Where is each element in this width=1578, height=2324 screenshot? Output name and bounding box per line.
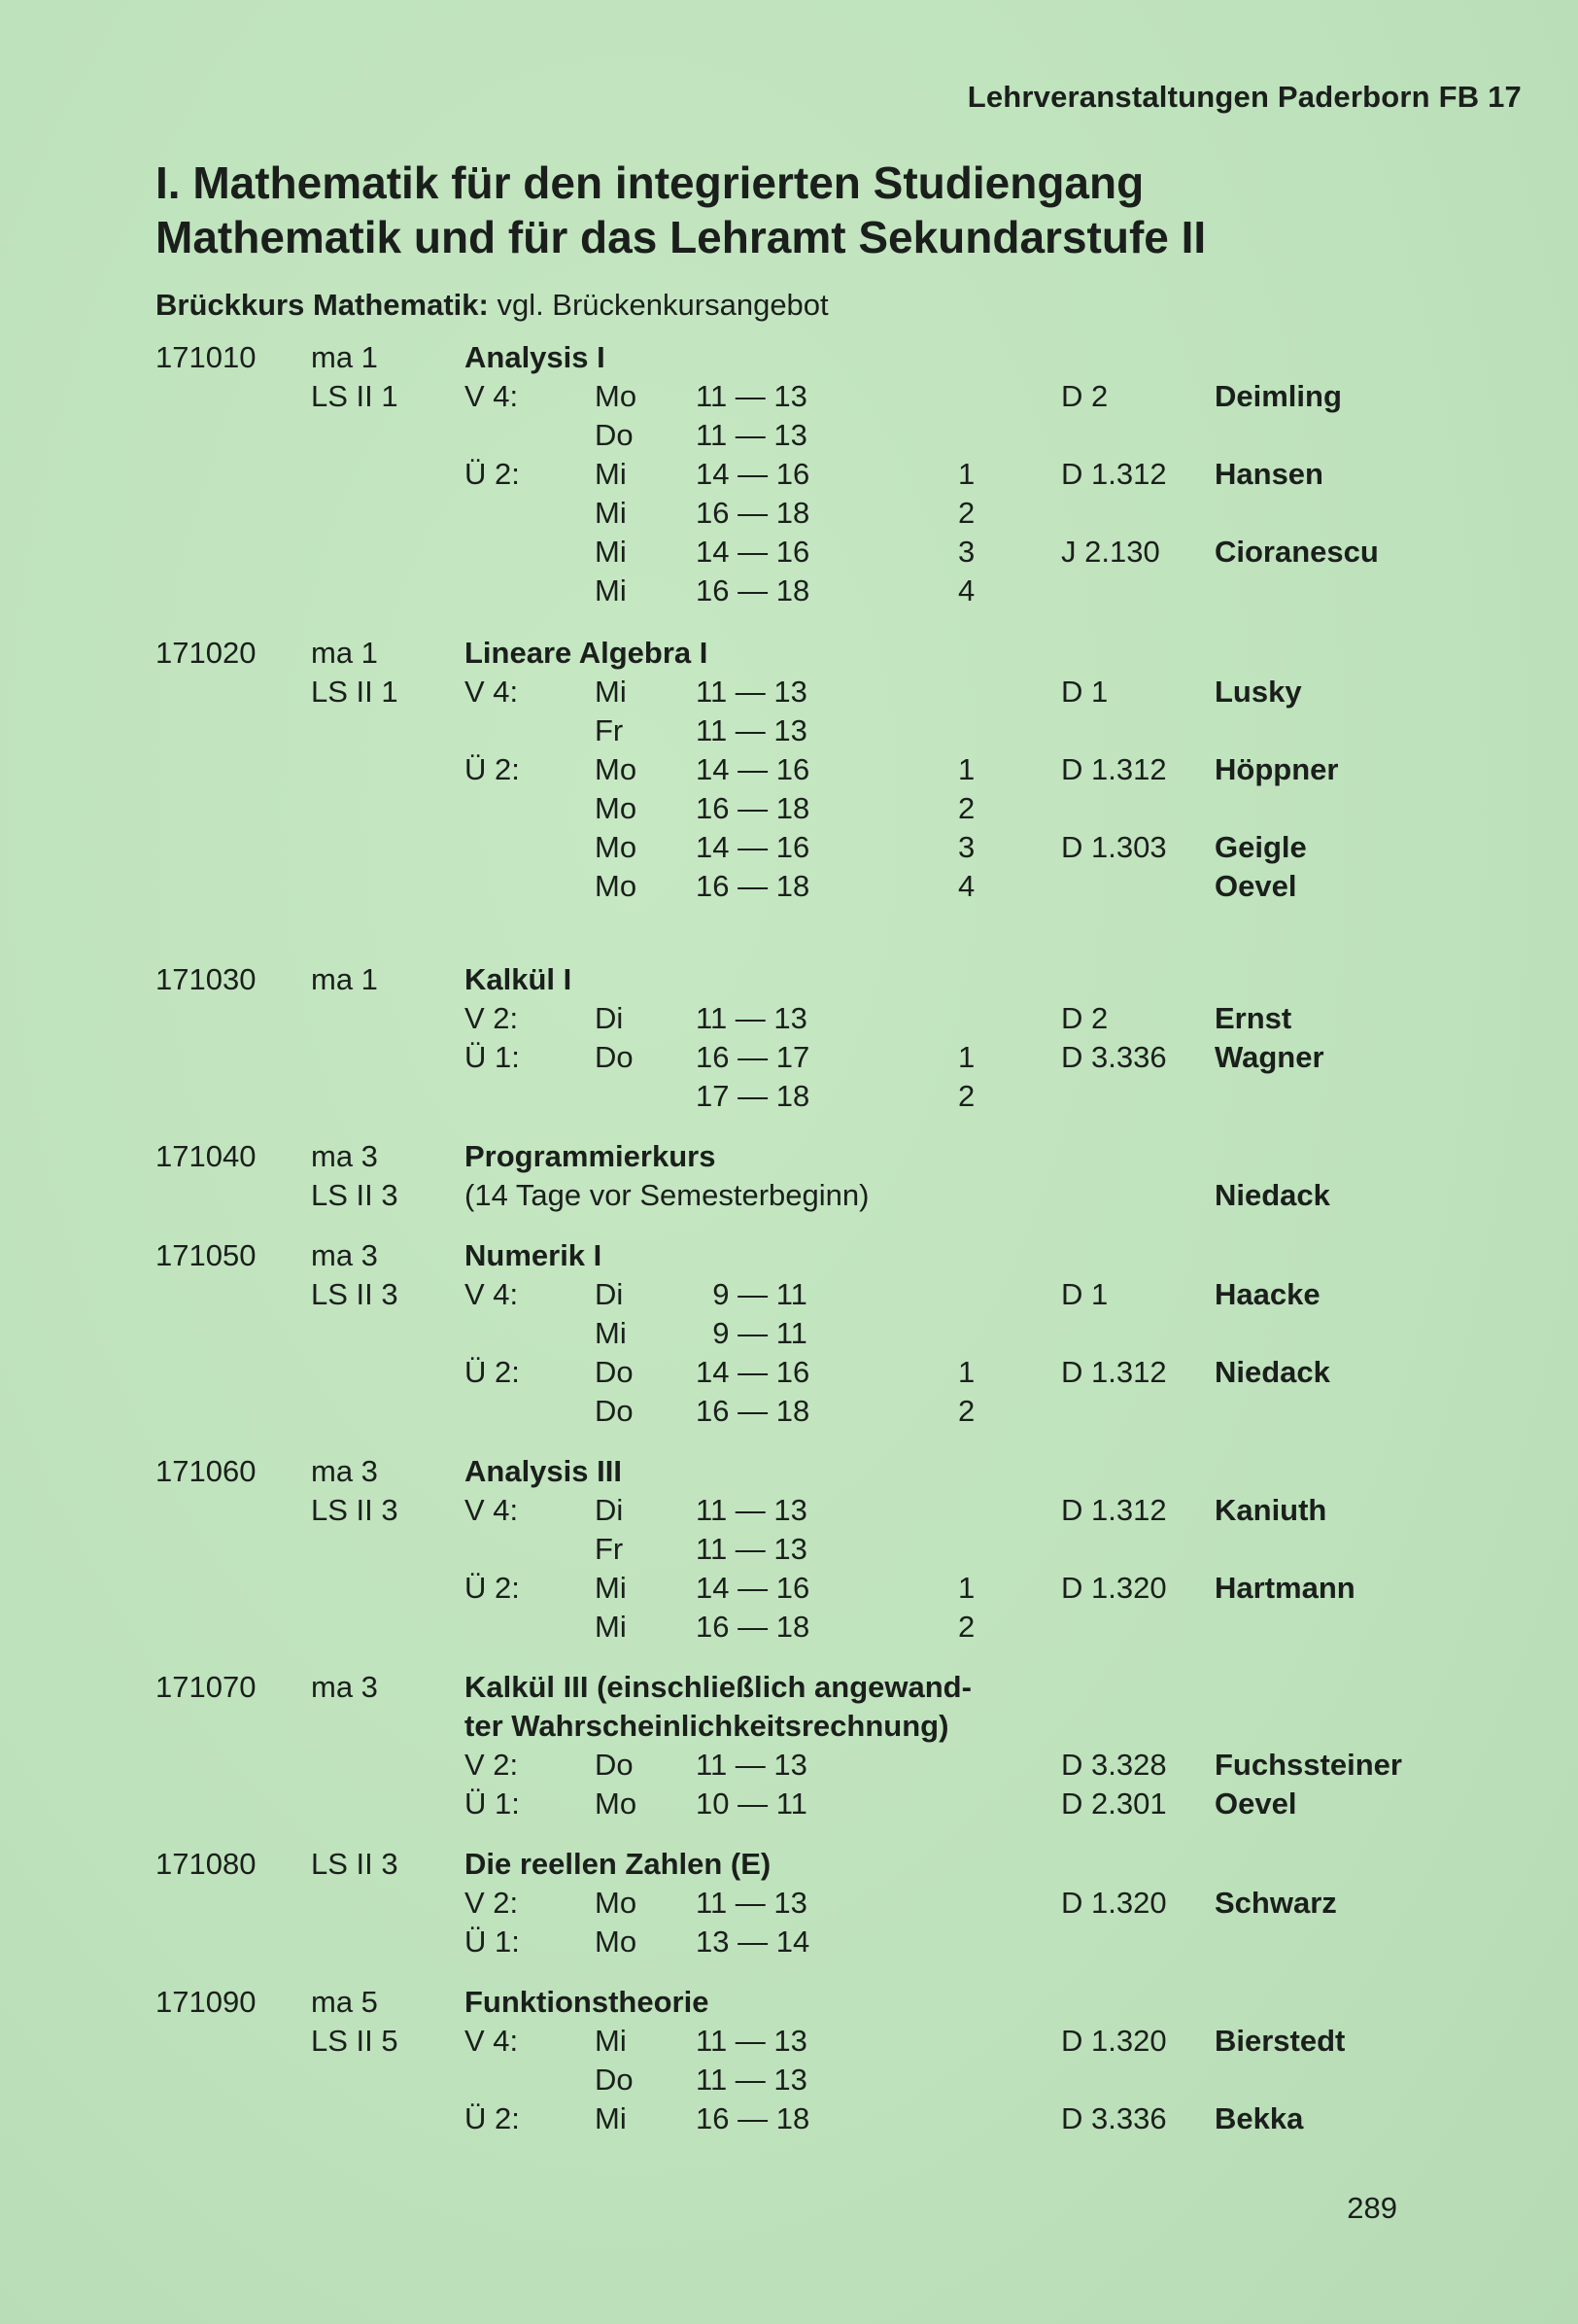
session-room: D 1.312: [1061, 752, 1167, 786]
course-line: [0, 496, 1578, 535]
session-room: D 1.312: [1061, 1355, 1167, 1389]
course-number: 171060: [155, 1454, 257, 1488]
session-day: Mi: [595, 2101, 627, 2135]
session-day: Mo: [595, 869, 637, 903]
course-line: [0, 1532, 1578, 1571]
session-day: Mo: [595, 379, 637, 413]
course-line: [0, 1238, 1578, 1277]
session-type: Ü 1:: [464, 1925, 520, 1959]
session-day: Mi: [595, 1571, 627, 1605]
session-time: 16 — 18: [696, 496, 810, 530]
course-code: LS II 3: [311, 1493, 398, 1527]
session-day: Mo: [595, 1786, 637, 1821]
session-group: 3: [958, 830, 976, 864]
session-type: Ü 1:: [464, 1040, 520, 1074]
instructor-name: Bekka: [1215, 2101, 1304, 2135]
session-day: Mi: [595, 535, 627, 569]
course-line: [0, 1316, 1578, 1355]
course-line: [0, 457, 1578, 496]
session-group: 2: [958, 496, 976, 530]
course-code: ma 1: [311, 340, 378, 374]
instructor-name: Haacke: [1215, 1277, 1321, 1311]
course-line: [0, 1139, 1578, 1178]
session-time: 13 — 14: [696, 1925, 810, 1959]
session-group: 2: [958, 1394, 976, 1428]
session-time: 11 — 13: [696, 1001, 807, 1035]
session-day: Di: [595, 1493, 624, 1527]
course-line: [0, 1925, 1578, 1963]
instructor-name: Höppner: [1215, 752, 1339, 786]
session-time: 16 — 18: [696, 791, 810, 825]
session-group: 2: [958, 1610, 976, 1644]
session-time: 14 — 16: [696, 830, 810, 864]
course-list: [0, 340, 1578, 2140]
instructor-name: Niedack: [1215, 1355, 1330, 1389]
session-type: Ü 2:: [464, 752, 520, 786]
course-entry: [0, 1985, 1578, 2140]
session-group: 1: [958, 1355, 976, 1389]
session-time: 16 — 17: [696, 1040, 810, 1074]
session-day: Mi: [595, 457, 627, 491]
session-room: D 3.328: [1061, 1748, 1167, 1782]
session-time: 14 — 16: [696, 1571, 810, 1605]
course-line: [0, 752, 1578, 791]
session-time: 11 — 13: [696, 418, 807, 452]
session-day: Mi: [595, 1610, 627, 1644]
instructor-name: Kaniuth: [1215, 1493, 1327, 1527]
session-day: Mi: [595, 675, 627, 709]
session-room: D 1.320: [1061, 2024, 1167, 2058]
session-day: Mo: [595, 752, 637, 786]
instructor-name: Oevel: [1215, 1786, 1297, 1821]
course-entry: [0, 1847, 1578, 1963]
course-entry: [0, 1139, 1578, 1217]
course-line: [0, 830, 1578, 869]
course-code: ma 3: [311, 1238, 378, 1272]
instructor-name: Schwarz: [1215, 1886, 1337, 1920]
course-line: [0, 2101, 1578, 2140]
session-group: 2: [958, 791, 976, 825]
session-day: Do: [595, 418, 634, 452]
course-line: [0, 675, 1578, 713]
session-type: V 2:: [464, 1001, 519, 1035]
course-line: [0, 962, 1578, 1001]
session-time: 16 — 18: [696, 2101, 810, 2135]
course-line: [0, 2063, 1578, 2101]
session-time: 9 — 11: [696, 1316, 807, 1350]
session-room: D 1: [1061, 675, 1109, 709]
course-number: 171070: [155, 1670, 257, 1704]
instructor-name: Cioranescu: [1215, 535, 1379, 569]
session-day: Mi: [595, 1316, 627, 1350]
course-code: LS II 1: [311, 675, 398, 709]
course-line: [0, 340, 1578, 379]
session-group: 4: [958, 573, 976, 607]
session-day: Do: [595, 1748, 634, 1782]
course-title: Analysis I: [464, 340, 605, 374]
course-line: [0, 713, 1578, 752]
session-group: 4: [958, 869, 976, 903]
course-note: (14 Tage vor Semesterbeginn): [464, 1178, 870, 1212]
course-code: ma 5: [311, 1985, 378, 2019]
course-title: Numerik I: [464, 1238, 602, 1272]
instructor-name: Hansen: [1215, 457, 1323, 491]
course-entry: [0, 1670, 1578, 1825]
session-time: 11 — 13: [696, 1532, 807, 1566]
course-number: 171030: [155, 962, 257, 996]
session-time: 16 — 18: [696, 1610, 810, 1644]
course-number: 171020: [155, 636, 257, 670]
course-entry: [0, 962, 1578, 1118]
session-day: Mi: [595, 496, 627, 530]
session-time: 11 — 13: [696, 2063, 807, 2097]
session-day: Mo: [595, 1925, 637, 1959]
course-line: [0, 1985, 1578, 2024]
course-entry: [0, 636, 1578, 908]
running-header: Lehrveranstaltungen Paderborn FB 17: [967, 80, 1522, 114]
session-day: Mo: [595, 830, 637, 864]
session-type: Ü 1:: [464, 1786, 520, 1821]
session-time: 17 — 18: [696, 1079, 810, 1113]
instructor-name: Hartmann: [1215, 1571, 1355, 1605]
session-time: 16 — 18: [696, 1394, 810, 1428]
course-title: ter Wahrscheinlichkeitsrechnung): [464, 1709, 949, 1743]
course-number: 171080: [155, 1847, 257, 1881]
session-group: 1: [958, 457, 976, 491]
course-title: Funktionstheorie: [464, 1985, 709, 2019]
course-line: [0, 1786, 1578, 1825]
session-time: 11 — 13: [696, 2024, 807, 2058]
session-time: 11 — 13: [696, 379, 807, 413]
course-line: [0, 1493, 1578, 1532]
course-line: [0, 1001, 1578, 1040]
course-line: [0, 535, 1578, 573]
session-day: Fr: [595, 713, 624, 747]
section-title: [155, 156, 1419, 264]
session-room: D 1.312: [1061, 1493, 1167, 1527]
session-room: D 1.312: [1061, 457, 1167, 491]
instructor-name: Fuchssteiner: [1215, 1748, 1402, 1782]
course-line: [0, 1040, 1578, 1079]
course-line: [0, 636, 1578, 675]
session-time: 11 — 13: [696, 1748, 807, 1782]
course-title: Lineare Algebra I: [464, 636, 708, 670]
course-number: 171090: [155, 1985, 257, 2019]
session-time: 16 — 18: [696, 573, 810, 607]
bridge-course-text: vgl. Brückenkursangebot: [488, 288, 829, 322]
course-title: Programmierkurs: [464, 1139, 716, 1173]
session-day: Do: [595, 1355, 634, 1389]
session-time: 11 — 13: [696, 1886, 807, 1920]
instructor-name: Ernst: [1215, 1001, 1292, 1035]
session-type: V 4:: [464, 379, 519, 413]
course-line: [0, 1277, 1578, 1316]
course-entry: [0, 1454, 1578, 1648]
session-type: V 4:: [464, 675, 519, 709]
session-group: 2: [958, 1079, 976, 1113]
session-room: D 1.320: [1061, 1886, 1167, 1920]
course-line: [0, 418, 1578, 457]
course-line: [0, 791, 1578, 830]
course-title: Die reellen Zahlen (E): [464, 1847, 772, 1881]
instructor-name: Wagner: [1215, 1040, 1324, 1074]
course-code: ma 3: [311, 1139, 378, 1173]
course-line: [0, 573, 1578, 612]
course-title: Analysis III: [464, 1454, 622, 1488]
session-day: Do: [595, 1394, 634, 1428]
course-code: LS II 3: [311, 1277, 398, 1311]
session-day: Di: [595, 1277, 624, 1311]
course-title: Kalkül I: [464, 962, 572, 996]
session-time: 11 — 13: [696, 1493, 807, 1527]
session-time: 14 — 16: [696, 457, 810, 491]
session-time: 16 — 18: [696, 869, 810, 903]
course-code: ma 1: [311, 636, 378, 670]
course-line: [0, 1610, 1578, 1648]
section-title-line-2: Mathematik und für das Lehramt Sekundarstufe II: [155, 212, 1207, 262]
session-room: D 2: [1061, 1001, 1109, 1035]
session-group: 3: [958, 535, 976, 569]
course-code: LS II 3: [311, 1178, 398, 1212]
course-line: [0, 1709, 1578, 1748]
course-code: LS II 1: [311, 379, 398, 413]
session-time: 11 — 13: [696, 713, 807, 747]
course-line: [0, 2024, 1578, 2063]
session-day: Di: [595, 1001, 624, 1035]
session-day: Mo: [595, 1886, 637, 1920]
course-code: ma 3: [311, 1454, 378, 1488]
session-time: 9 — 11: [696, 1277, 807, 1311]
session-day: Mo: [595, 791, 637, 825]
session-room: D 2: [1061, 379, 1109, 413]
course-entry: [0, 340, 1578, 612]
instructor-name: Geigle: [1215, 830, 1307, 864]
session-type: V 4:: [464, 1493, 519, 1527]
instructor-name: Deimling: [1215, 379, 1342, 413]
session-type: V 2:: [464, 1748, 519, 1782]
session-group: 1: [958, 1571, 976, 1605]
session-day: Do: [595, 1040, 634, 1074]
course-line: [0, 1748, 1578, 1786]
session-type: V 4:: [464, 1277, 519, 1311]
course-line: [0, 1394, 1578, 1433]
session-time: 14 — 16: [696, 535, 810, 569]
bridge-course-note: [155, 288, 829, 323]
course-line: [0, 1886, 1578, 1925]
session-type: Ü 2:: [464, 457, 520, 491]
session-group: 1: [958, 1040, 976, 1074]
session-room: D 1.320: [1061, 1571, 1167, 1605]
course-line: [0, 1355, 1578, 1394]
session-room: D 3.336: [1061, 1040, 1167, 1074]
session-group: 1: [958, 752, 976, 786]
instructor-name: Niedack: [1215, 1178, 1330, 1212]
course-line: [0, 1178, 1578, 1217]
course-line: [0, 1670, 1578, 1709]
session-time: 11 — 13: [696, 675, 807, 709]
session-day: Mi: [595, 573, 627, 607]
session-room: D 2.301: [1061, 1786, 1167, 1821]
page-number: 289: [1347, 2191, 1397, 2225]
instructor-name: Oevel: [1215, 869, 1297, 903]
course-entry: [0, 1238, 1578, 1433]
course-code: LS II 5: [311, 2024, 398, 2058]
bridge-course-label: Brückkurs Mathematik:: [155, 288, 489, 322]
session-time: 14 — 16: [696, 752, 810, 786]
session-room: D 1: [1061, 1277, 1109, 1311]
session-room: D 1.303: [1061, 830, 1167, 864]
course-title: Kalkül III (einschließlich angewand-: [464, 1670, 972, 1704]
course-code: ma 3: [311, 1670, 378, 1704]
session-type: Ü 2:: [464, 1355, 520, 1389]
session-type: Ü 2:: [464, 2101, 520, 2135]
course-line: [0, 869, 1578, 908]
course-line: [0, 1571, 1578, 1610]
course-line: [0, 1454, 1578, 1493]
section-title-line-1: I. Mathematik für den integrierten Studiengang: [155, 157, 1145, 208]
session-day: Fr: [595, 1532, 624, 1566]
session-room: J 2.130: [1061, 535, 1160, 569]
session-day: Mi: [595, 2024, 627, 2058]
session-type: V 2:: [464, 1886, 519, 1920]
instructor-name: Bierstedt: [1215, 2024, 1346, 2058]
course-line: [0, 379, 1578, 418]
instructor-name: Lusky: [1215, 675, 1302, 709]
course-number: 171010: [155, 340, 257, 374]
course-line: [0, 1079, 1578, 1118]
course-code: ma 1: [311, 962, 378, 996]
session-type: Ü 2:: [464, 1571, 520, 1605]
course-number: 171040: [155, 1139, 257, 1173]
session-room: D 3.336: [1061, 2101, 1167, 2135]
session-day: Do: [595, 2063, 634, 2097]
course-line: [0, 1847, 1578, 1886]
course-code: LS II 3: [311, 1847, 398, 1881]
course-number: 171050: [155, 1238, 257, 1272]
session-time: 14 — 16: [696, 1355, 810, 1389]
session-time: 10 — 11: [696, 1786, 807, 1821]
session-type: V 4:: [464, 2024, 519, 2058]
